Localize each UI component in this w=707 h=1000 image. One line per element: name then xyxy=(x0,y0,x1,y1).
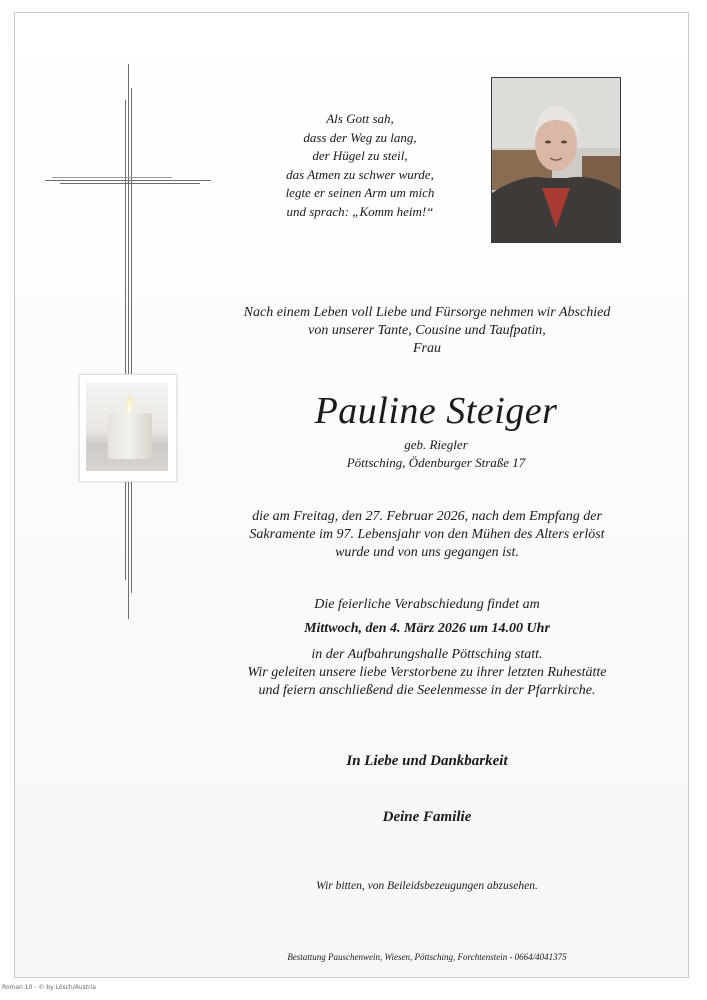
closing-phrase: In Liebe und Dankbarkeit xyxy=(346,753,508,769)
candle-icon xyxy=(79,374,177,482)
poem-line: das Atmen zu schwer wurde, xyxy=(286,166,434,182)
maiden-name: geb. Riegler xyxy=(404,437,468,452)
intro-line: Frau xyxy=(413,341,441,356)
intro-text xyxy=(200,304,654,358)
ceremony-line: in der Aufbahrungshalle Pöttsching statt. xyxy=(311,647,543,662)
condolence-request: Wir bitten, von Beileidsbezeugungen abzusehen. xyxy=(316,880,538,892)
poem-line: und sprach: „Komm heim!“ xyxy=(286,203,434,219)
poem-line: der Hügel zu steil, xyxy=(312,148,408,163)
intro-line: von unserer Tante, Cousine und Taufpatin, xyxy=(308,323,546,338)
ceremony-text xyxy=(200,646,654,700)
poem-line: Als Gott sah, xyxy=(326,111,394,126)
death-notice-line: wurde und von uns gegangen ist. xyxy=(335,545,519,560)
intro-line: Nach einem Leben voll Liebe und Fürsorge nehmen wir Abschied xyxy=(243,305,611,320)
family-signature: Deine Familie xyxy=(382,809,472,825)
poem-line: dass der Weg zu lang, xyxy=(303,129,417,145)
copyright-note: Roman 10 - © by Lösch/Austria xyxy=(2,984,96,991)
death-notice xyxy=(200,508,654,562)
death-notice-line: Sakramente im 97. Lebensjahr von den Mühen des Alters erlöst xyxy=(249,527,605,542)
deceased-name: Pauline Steiger xyxy=(314,390,558,432)
ceremony-intro: Die feierliche Verabschiedung findet am xyxy=(314,597,540,612)
poem xyxy=(250,110,470,221)
ceremony-line: und feiern anschließend die Seelenmesse in der Pfarrkirche. xyxy=(258,683,596,698)
deceased-address: Pöttsching, Ödenburger Straße 17 xyxy=(346,455,526,470)
ceremony-line: Wir geleiten unsere liebe Verstorbene zu ihrer letzten Ruhestätte xyxy=(247,665,607,680)
ceremony-date: Mittwoch, den 4. März 2026 um 14.00 Uhr xyxy=(304,621,550,636)
portrait-photo xyxy=(491,77,621,243)
funeral-home-footer: Bestattung Pauschenwein, Wiesen, Pöttsching, Forchtenstein - 0664/4041375 xyxy=(287,952,567,962)
death-notice-line: die am Freitag, den 27. Februar 2026, nach dem Empfang der xyxy=(252,509,602,524)
poem-line: legte er seinen Arm um mich xyxy=(285,185,435,200)
